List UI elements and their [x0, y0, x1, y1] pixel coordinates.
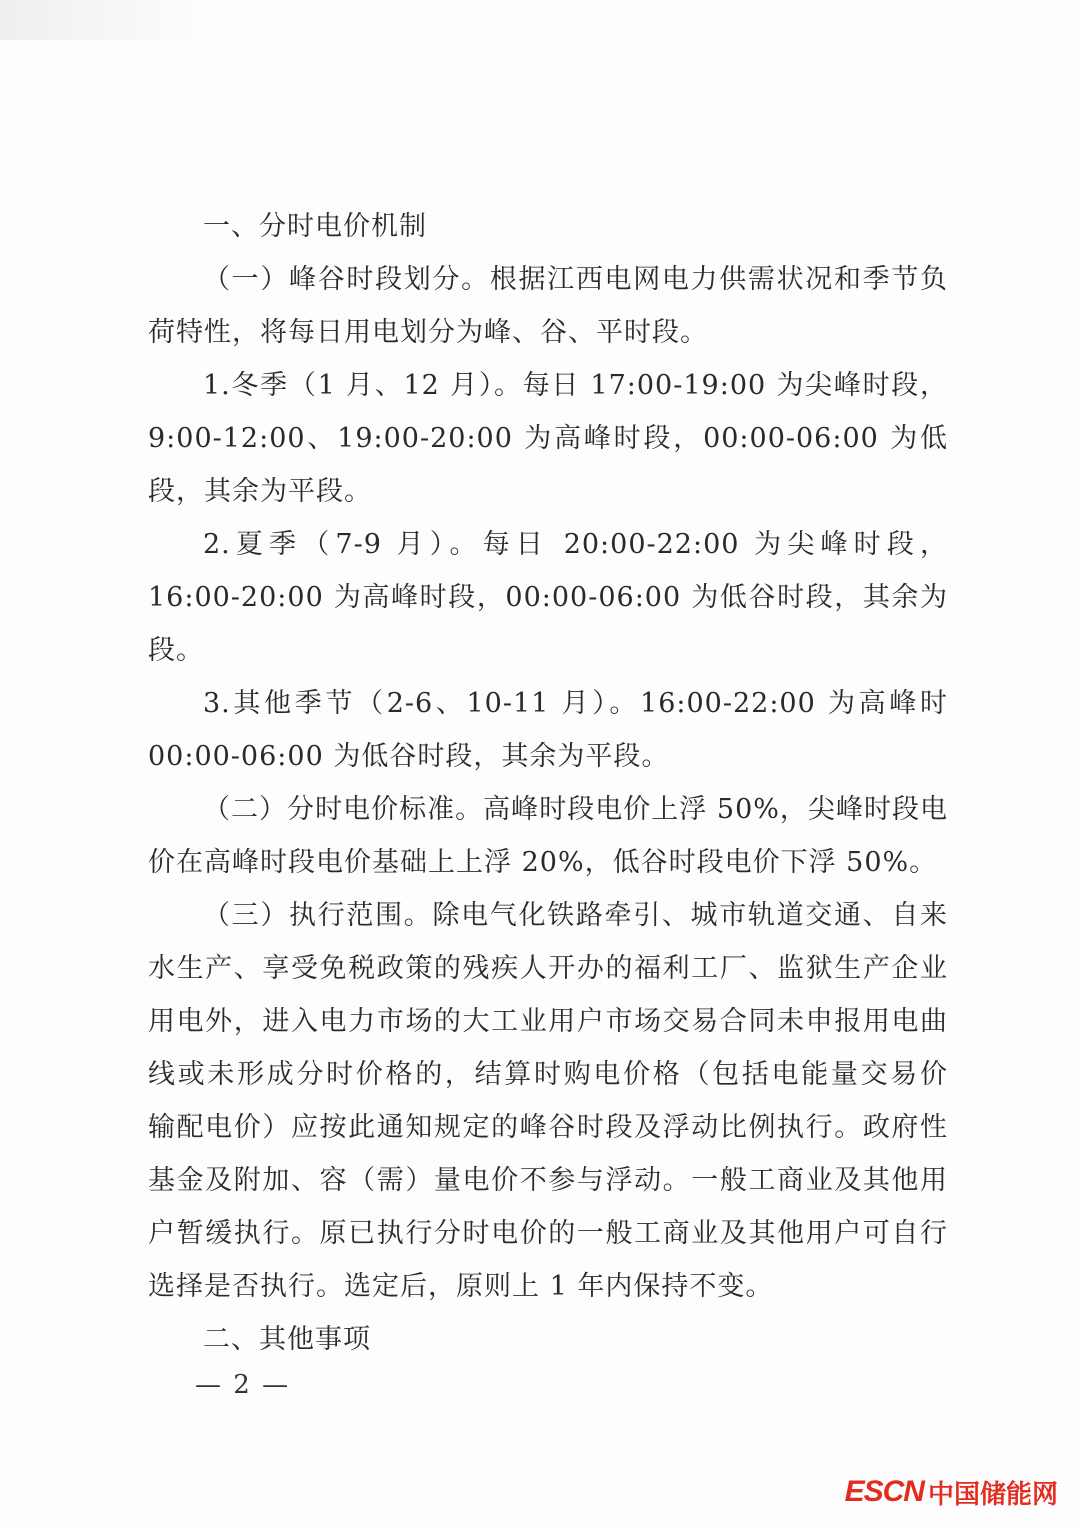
paragraph-line: 3.其他季节（2-6、10-11 月）。16:00-22:00 为高峰时 — [203, 688, 948, 719]
document-body — [148, 200, 948, 1366]
paragraph-line: 9:00-12:00、19:00-20:00 为高峰时段，00:00-06:00 为低 — [148, 423, 948, 454]
section-heading-2: 二、其他事项 — [203, 1324, 371, 1355]
paragraph-line: 1.冬季（1 月、12 月）。每日 17:00-19:00 为尖峰时段， — [203, 370, 948, 401]
page-number: — 2 — — [195, 1370, 291, 1400]
paragraph-line: 水生产、享受免税政策的残疾人开办的福利工厂、监狱生产企业 — [148, 953, 948, 984]
paragraph-line: 价在高峰时段电价基础上上浮 20%，低谷时段电价下浮 50%。 — [148, 847, 938, 878]
paragraph-line: 基金及附加、容（需）量电价不参与浮动。一般工商业及其他用 — [148, 1165, 948, 1196]
paragraph-line: 00:00-06:00 为低谷时段，其余为平段。 — [148, 741, 670, 772]
paragraph-line: 用电外，进入电力市场的大工业用户市场交易合同未申报用电曲 — [148, 1006, 948, 1037]
paragraph-line: （二）分时电价标准。高峰时段电价上浮 50%，尖峰时段电 — [203, 794, 948, 825]
paragraph-line: 2.夏季（7-9 月）。每日 20:00-22:00 为尖峰时段， — [203, 529, 948, 560]
paragraph-line: 线或未形成分时价格的，结算时购电价格（包括电能量交易价 — [148, 1059, 948, 1090]
section-heading-1: 一、分时电价机制 — [203, 211, 427, 242]
paragraph-line: 荷特性，将每日用电划分为峰、谷、平时段。 — [148, 317, 708, 348]
paragraph-line: 16:00-20:00 为高峰时段，00:00-06:00 为低谷时段，其余为 — [148, 582, 948, 613]
watermark-name: 中国储能网 — [927, 1478, 1058, 1509]
paragraph-line: 选择是否执行。选定后，原则上 1 年内保持不变。 — [148, 1271, 774, 1302]
scan-shadow — [0, 0, 200, 40]
escn-watermark-logo — [845, 1474, 1058, 1510]
paragraph-line: 段。 — [148, 635, 204, 666]
paragraph-line: 户暂缓执行。原已执行分时电价的一般工商业及其他用户可自行 — [148, 1218, 948, 1249]
paragraph-line: 段，其余为平段。 — [148, 476, 372, 507]
paragraph-line: 输配电价）应按此通知规定的峰谷时段及浮动比例执行。政府性 — [148, 1112, 948, 1143]
watermark-brand: ESCN — [844, 1475, 924, 1508]
paragraph-line: （三）执行范围。除电气化铁路牵引、城市轨道交通、自来 — [203, 900, 948, 931]
paragraph-line: （一）峰谷时段划分。根据江西电网电力供需状况和季节负 — [203, 264, 948, 295]
